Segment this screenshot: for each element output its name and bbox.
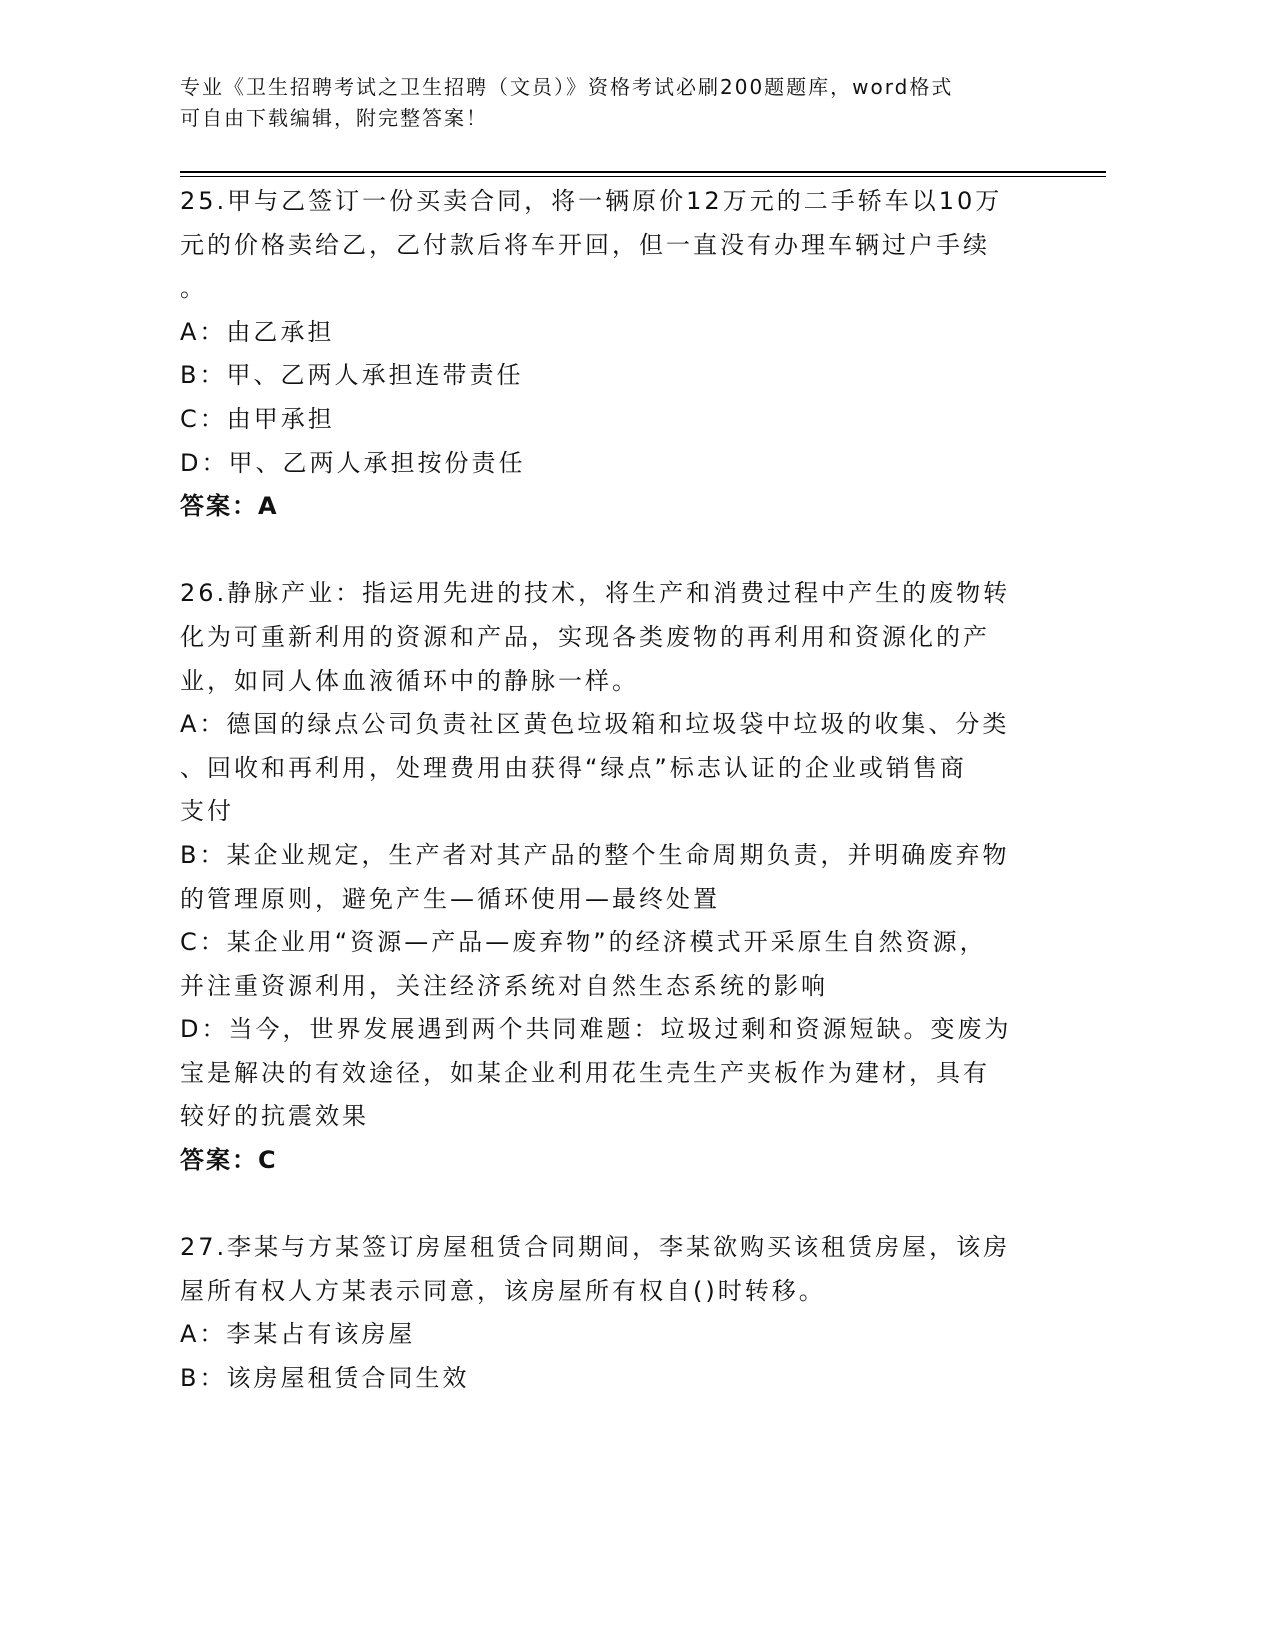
option-a: 支付	[180, 797, 234, 826]
option-b: B：该房屋租赁合同生效	[180, 1364, 470, 1393]
answer: 答案：A	[180, 492, 279, 521]
option-d: D：当今，世界发展遇到两个共同难题：垃圾过剩和资源短缺。变废为	[180, 1015, 1012, 1044]
option-c: C：由甲承担	[180, 404, 335, 433]
question-25	[180, 180, 1060, 529]
option-d: D：甲、乙两人承担按份责任	[180, 448, 526, 477]
question-stem: 25.甲与乙签订一份买卖合同，将一辆原价12万元的二手轿车以10万	[180, 187, 1003, 215]
option-a: A：由乙承担	[180, 317, 335, 346]
option-a: A：李某占有该房屋	[180, 1320, 416, 1349]
question-stem: 化为可重新利用的资源和产品，实现各类废物的再利用和资源化的产	[180, 622, 990, 651]
question-stem: 元的价格卖给乙，乙付款后将车开回，但一直没有办理车辆过户手续	[180, 230, 990, 259]
header-divider-thin	[180, 176, 1106, 177]
header-divider	[180, 171, 1106, 173]
question-stem: 业，如同人体血液循环中的静脉一样。	[180, 666, 639, 695]
question-stem: 屋所有权人方某表示同意，该房屋所有权自()时转移。	[180, 1276, 826, 1305]
option-b: 的管理原则，避免产生—循环使用—最终处置	[180, 884, 720, 913]
option-d: 宝是解决的有效途径，如某企业利用花生壳生产夹板作为建材，具有	[180, 1058, 990, 1087]
question-list	[180, 180, 1060, 1444]
question-stem: 。	[180, 274, 207, 303]
header-line: 可自由下载编辑，附完整答案！	[180, 106, 488, 130]
option-c: C：某企业用“资源—产品—废弃物”的经济模式开采原生自然资源，	[180, 928, 987, 957]
option-a: 、回收和再利用，处理费用由获得“绿点”标志认证的企业或销售商	[180, 753, 967, 782]
option-a: A：德国的绿点公司负责社区黄色垃圾箱和垃圾袋中垃圾的收集、分类	[180, 710, 1010, 739]
header-line: 专业《卫生招聘考试之卫生招聘（文员）》资格考试必刷200题题库，word格式	[180, 75, 954, 99]
option-d: 较好的抗震效果	[180, 1102, 369, 1131]
option-b: B：甲、乙两人承担连带责任	[180, 361, 524, 390]
document-header	[180, 72, 953, 134]
question-stem: 27.李某与方某签订房屋租赁合同期间，李某欲购买该租赁房屋，该房	[180, 1233, 1011, 1262]
question-27	[180, 1226, 1060, 1400]
question-26	[180, 572, 1060, 1182]
option-c: 并注重资源利用，关注经济系统对自然生态系统的影响	[180, 971, 828, 1000]
answer: 答案：C	[180, 1146, 278, 1175]
question-stem: 26.静脉产业：指运用先进的技术，将生产和消费过程中产生的废物转	[180, 579, 1011, 608]
option-b: B：某企业规定，生产者对其产品的整个生命周期负责，并明确废弃物	[180, 840, 1010, 869]
